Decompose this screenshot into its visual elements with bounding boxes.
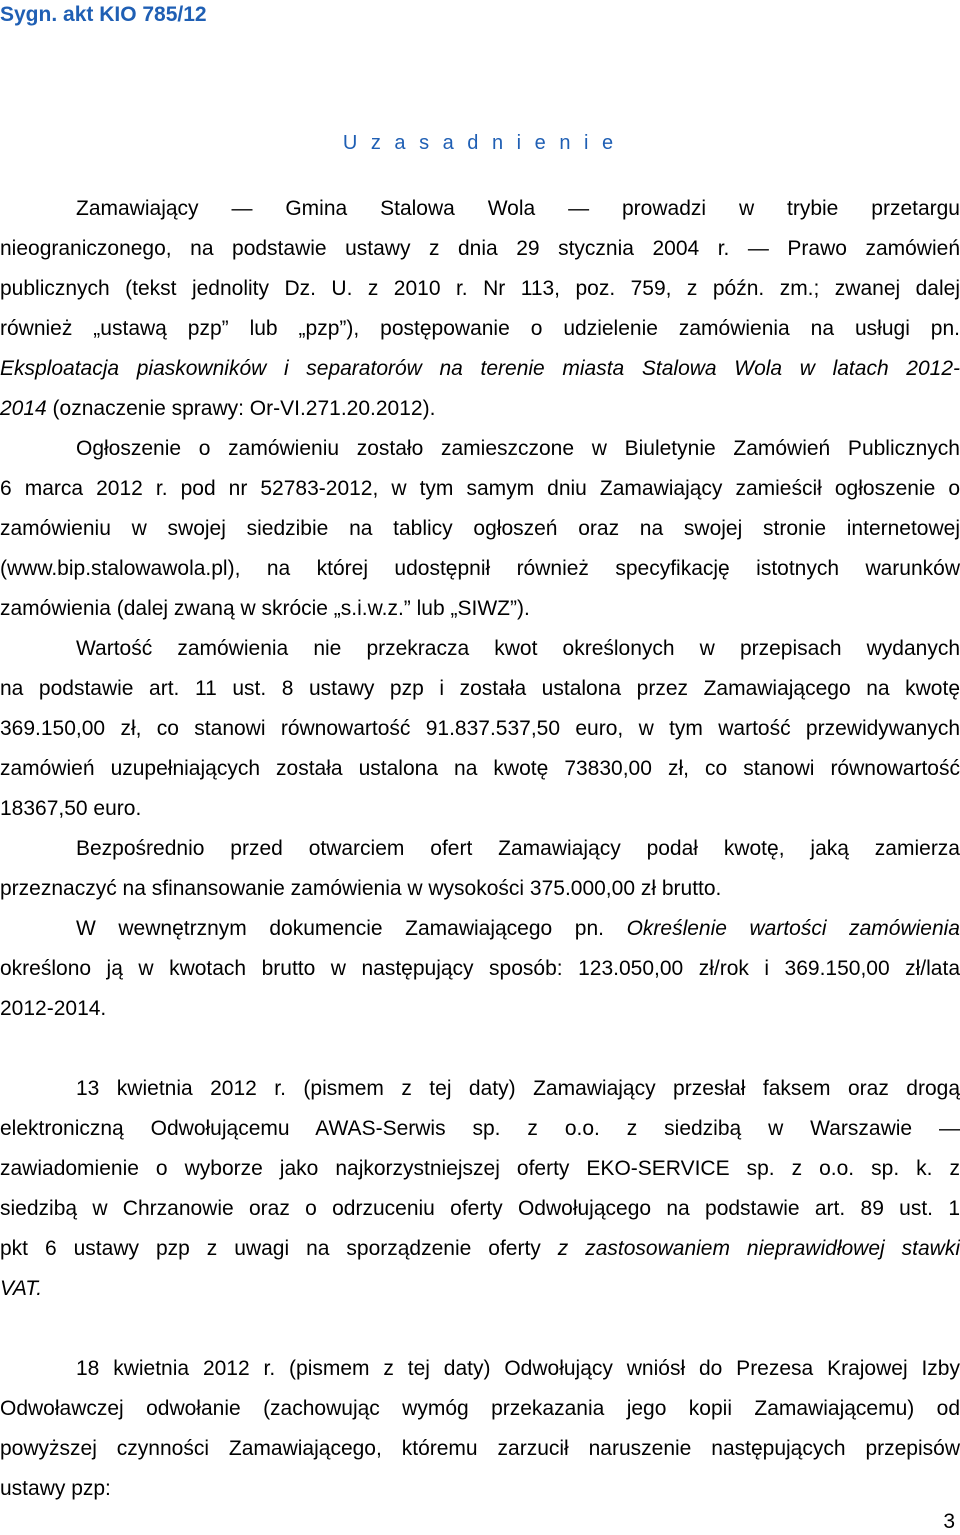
text-line: W wewnętrznym dokumencie Zamawiającego pn. Określenie wartości zamówienia [76, 917, 960, 940]
text-line: również „ustawą pzp” lub „pzp”), postępowanie o udzielenie zamówienia na usługi pn. [0, 317, 960, 340]
text-line: pkt 6 ustawy pzp z uwagi na sporządzenie oferty z zastosowaniem nieprawidłowej stawki [0, 1237, 960, 1260]
text-line: ustawy pzp: [0, 1477, 111, 1500]
text-line: 18367,50 euro. [0, 797, 142, 820]
page-number: 3 [943, 1510, 955, 1533]
text-line: zamówienia (dalej zwaną w skrócie „s.i.w.z.” lub „SIWZ”). [0, 597, 530, 620]
text-line: 6 marca 2012 r. pod nr 52783-2012, w tym samym dniu Zamawiający zamieścił ogłoszenie o [0, 477, 960, 500]
text-line: Eksploatacja piaskowników i separatorów na terenie miasta Stalowa Wola w latach 2012- [0, 357, 960, 380]
text-line: 13 kwietnia 2012 r. (pismem z tej daty) Zamawiający przesłał faksem oraz drogą [76, 1077, 960, 1100]
text-line: Ogłoszenie o zamówieniu zostało zamieszczone w Biuletynie Zamówień Publicznych [76, 437, 960, 460]
text-line: zawiadomienie o wyborze jako najkorzystniejszej oferty EKO-SERVICE sp. z o.o. sp. k. z [0, 1157, 960, 1180]
text-line: elektroniczną Odwołującemu AWAS-Serwis sp. z o.o. z siedzibą w Warszawie — [0, 1117, 960, 1140]
section-title: U z a s a d n i e n i e [342, 132, 618, 154]
text-line: 2014 (oznaczenie sprawy: Or-VI.271.20.2012). [0, 397, 436, 420]
text-line: VAT. [0, 1277, 43, 1300]
text-line: przeznaczyć na sfinansowanie zamówienia w wysokości 375.000,00 zł brutto. [0, 877, 722, 900]
text-line: publicznych (tekst jednolity Dz. U. z 2010 r. Nr 113, poz. 759, z późn. zm.; zwanej dalej [0, 277, 960, 300]
text-line: Odwoławczej odwołanie (zachowując wymóg przekazania jego kopii Zamawiającemu) od [0, 1397, 960, 1420]
case-signature-header: Sygn. akt KIO 785/12 [0, 3, 207, 26]
text-line: Bezpośrednio przed otwarciem ofert Zamawiający podał kwotę, jaką zamierza [76, 837, 960, 860]
text-line: określono ją w kwotach brutto w następujący sposób: 123.050,00 zł/rok i 369.150,00 zł/lata [0, 957, 960, 980]
text-line: na podstawie art. 11 ust. 8 ustawy pzp i została ustalona przez Zamawiającego na kwotę [0, 677, 960, 700]
text-line: powyższej czynności Zamawiającego, któremu zarzucił naruszenie następujących przepisów [0, 1437, 960, 1460]
text-line: zamówień uzupełniających została ustalona na kwotę 73830,00 zł, co stanowi równowartość [0, 757, 960, 780]
text-line: 369.150,00 zł, co stanowi równowartość 91.837.537,50 euro, w tym wartość przewidywanych [0, 717, 960, 740]
text-line: Wartość zamówienia nie przekracza kwot określonych w przepisach wydanych [76, 637, 960, 660]
text-line: 2012-2014. [0, 997, 107, 1020]
text-line: siedzibą w Chrzanowie oraz o odrzuceniu oferty Odwołującego na podstawie art. 89 ust. 1 [0, 1197, 960, 1220]
text-line: nieograniczonego, na podstawie ustawy z dnia 29 stycznia 2004 r. — Prawo zamówień [0, 237, 960, 260]
text-line: (www.bip.stalowawola.pl), na której udostępnił również specyfikację istotnych warunków [0, 557, 960, 580]
text-line: Zamawiający — Gmina Stalowa Wola — prowadzi w trybie przetargu [76, 197, 960, 220]
text-line: 18 kwietnia 2012 r. (pismem z tej daty) Odwołujący wniósł do Prezesa Krajowej Izby [76, 1357, 960, 1380]
text-line: zamówieniu w swojej siedzibie na tablicy ogłoszeń oraz na swojej stronie internetowej [0, 517, 960, 540]
